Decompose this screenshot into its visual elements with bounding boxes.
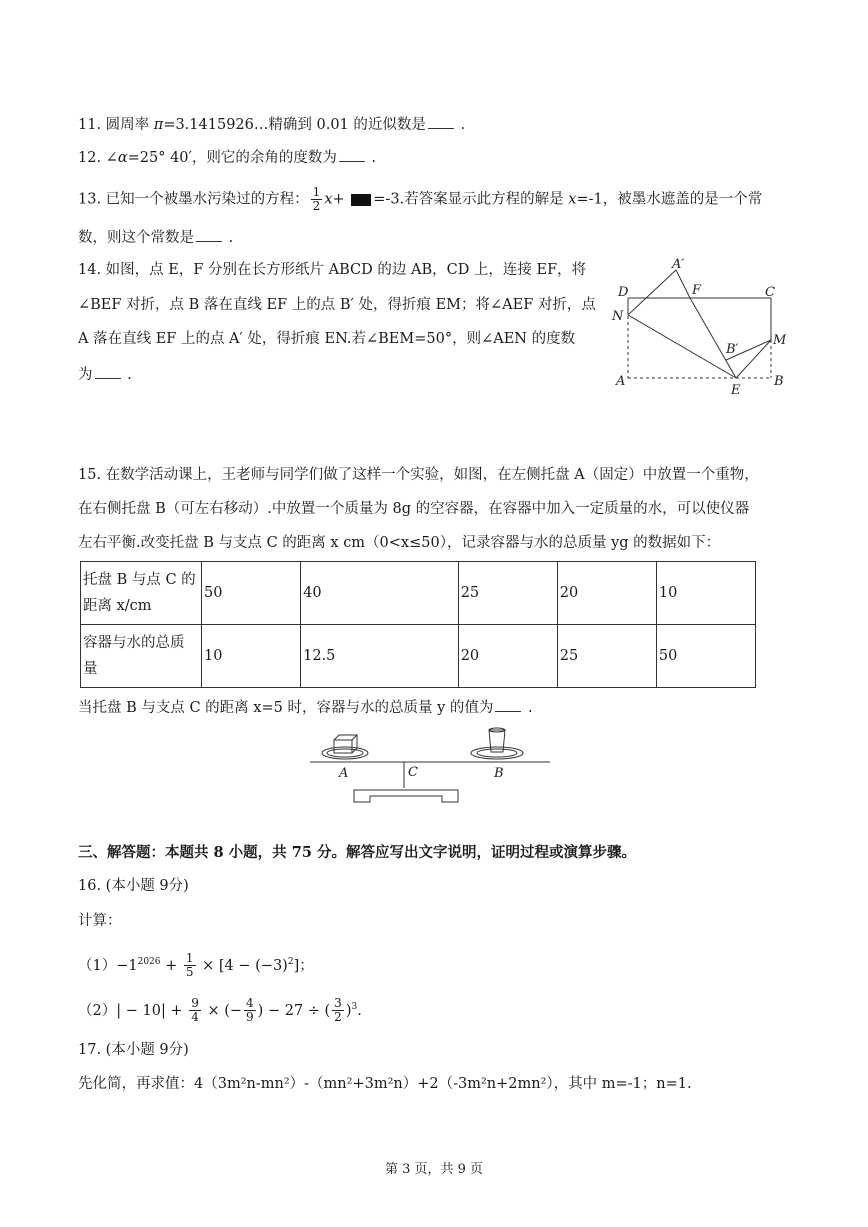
folded-rectangle-figure: [608, 258, 798, 400]
table-cell: 40: [301, 562, 459, 625]
crease-EM: [736, 340, 771, 378]
label-A: A: [616, 374, 626, 389]
table-cell: 25: [557, 625, 656, 688]
fraction: $\frac{4}{9}$: [246, 996, 254, 1025]
edge-A1F: [676, 270, 690, 298]
table-cell: 10: [656, 562, 755, 625]
row-header-mass: 容器与水的总质 量: [81, 625, 202, 688]
label-C: C: [408, 765, 418, 780]
row-header-distance: 托盘 B 与点 C 的 距离 x/cm: [81, 562, 202, 625]
table-cell: 12.5: [301, 625, 459, 688]
weight-cube: [334, 735, 357, 753]
table-cell: 20: [557, 562, 656, 625]
data-table: [80, 561, 756, 688]
label-E: E: [731, 383, 741, 398]
label-C: C: [765, 285, 775, 300]
question-15-ask: 当托盘 B 与支点 C 的距离 x=5 时，容器与水的总质量 y 的值为 .: [78, 697, 533, 718]
label-M: M: [773, 333, 787, 348]
question-17-title: 17. (本小题 9分): [78, 1042, 189, 1058]
question-16-part2: （2）| − 10| + $\frac{9}{4}$ × (− $\frac{4}{9}$ ) − 27 ÷ ( $\frac{3}{2}$ )$^3$.: [78, 996, 362, 1025]
line-FE: [690, 298, 736, 378]
question-15-line2: 在右侧托盘 B（可左右移动）.中放置一个质量为 8g 的空容器，在容器中加入一定质量的水，可以使仪器: [78, 501, 750, 517]
question-14-line1: 14. 如图，点 E，F 分别在长方形纸片 ABCD 的边 AB，CD 上，连接 EF，将: [78, 262, 587, 278]
fraction: $\frac{9}{4}$: [191, 996, 199, 1025]
table-cell: 25: [458, 562, 557, 625]
fraction: $\frac{1}{2}$: [312, 185, 321, 213]
question-17-body: 先化简，再求值：4（3m²n-mn²）-（mn²+3m²n）+2（-3m²n+2mn²），其中 m=-1；n=1.: [78, 1076, 692, 1092]
question-11: 11. 圆周率 π=3.1415926…精确到 0.01 的近似数是 .: [78, 114, 465, 135]
question-14-line3: A 落在直线 EF 上的点 A′ 处，得折痕 EN.若∠BEM=50°，则∠AEN 的度数: [78, 331, 576, 347]
edge-NA1: [628, 270, 676, 315]
table-row: [81, 625, 756, 688]
question-14-line2: ∠BEF 对折，点 B 落在直线 EF 上的点 B′ 处，得折痕 EM；将∠AEF 对折，点: [78, 297, 596, 313]
table-cell: 50: [202, 562, 301, 625]
table-row: [81, 562, 756, 625]
label-A-prime: A′: [672, 258, 685, 272]
fraction: $\frac{3}{2}$: [334, 996, 342, 1025]
answer-blank: [428, 114, 454, 129]
question-15-line3: 左右平衡.改变托盘 B 与支点 C 的距离 x cm（0<x≤50），记录容器与水的总质量 yg 的数据如下：: [78, 535, 721, 551]
section-heading: 三、解答题：本题共 8 小题，共 75 分。解答应写出文字说明，证明过程或演算步骤。: [78, 844, 636, 861]
page-number: 第 3 页，共 9 页: [384, 1162, 484, 1177]
question-13: 13. 已知一个被墨水污染过的方程： $\frac{1}{2}$ x+ =-3.若答案显示此方程的解是 x=-1，被墨水遮盖的是一个常: [78, 185, 763, 213]
table-cell: 20: [458, 625, 557, 688]
ink-blot: [351, 194, 371, 206]
table-cell: 10: [202, 625, 301, 688]
balance-base: [354, 790, 458, 802]
fraction: $\frac{1}{5}$: [185, 951, 194, 980]
answer-blank: [196, 227, 222, 242]
label-B: B: [494, 766, 504, 781]
question-14-line4: 为 .: [78, 364, 132, 385]
question-16-part1: $(1)-1^{2026}$ + $\frac{1}{5}$ × $[4 - (-3)^2]$；: [78, 951, 314, 980]
answer-blank: [495, 697, 521, 712]
label-A: A: [339, 766, 349, 781]
question-15-line1: 15. 在数学活动课上，王老师与同学们做了这样一个实验，如图，在左侧托盘 A（固定）中放置一个重物，: [78, 467, 759, 483]
label-F: F: [692, 283, 702, 298]
question-16-title: 16. (本小题 9分): [78, 878, 189, 894]
question-13-line2: 数，则这个常数是 .: [78, 227, 233, 248]
label-D: D: [618, 285, 629, 300]
question-16-intro: 计算：: [78, 913, 122, 929]
tray-B-inner: [477, 749, 517, 757]
question-12: 12. ∠α=25° 40′，则它的余角的度数为 .: [78, 147, 376, 168]
answer-blank: [95, 364, 121, 379]
table-cell: 50: [656, 625, 755, 688]
answer-blank: [339, 147, 365, 162]
label-B: B: [774, 374, 784, 389]
label-B-prime: B′: [726, 342, 739, 357]
crease-NE: [628, 315, 736, 378]
balance-figure: [300, 722, 560, 808]
label-N: N: [612, 309, 624, 324]
